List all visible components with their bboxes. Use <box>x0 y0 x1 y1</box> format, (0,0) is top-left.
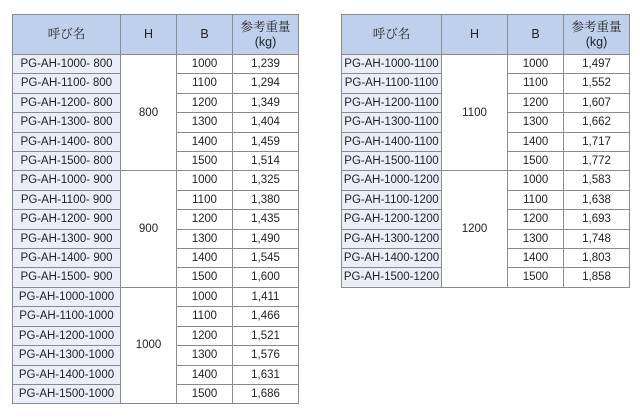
width-cell: 1000 <box>177 171 233 190</box>
width-cell: 1000 <box>177 287 233 306</box>
model-code-cell: PG-AH-1400- 800 <box>13 132 121 151</box>
model-code-cell: PG-AH-1400-1100 <box>342 132 442 151</box>
table-body <box>13 55 299 404</box>
model-code-cell: PG-AH-1100- 900 <box>13 190 121 209</box>
model-code-cell: PG-AH-1500-1100 <box>342 152 442 171</box>
width-cell: 1300 <box>508 113 564 132</box>
header-b: B <box>177 15 233 55</box>
header-weight-label: 参考重量 <box>240 19 291 34</box>
table-row <box>13 55 299 74</box>
weight-cell: 1,638 <box>564 190 630 209</box>
model-code-cell: PG-AH-1000- 800 <box>13 55 121 74</box>
header-weight <box>564 15 630 55</box>
weight-cell: 1,600 <box>233 268 299 287</box>
width-cell: 1000 <box>177 55 233 74</box>
width-cell: 1500 <box>508 268 564 287</box>
model-code-cell: PG-AH-1300-1100 <box>342 113 442 132</box>
weight-cell: 1,497 <box>564 55 630 74</box>
weight-cell: 1,325 <box>233 171 299 190</box>
model-code-cell: PG-AH-1100-1200 <box>342 190 442 209</box>
model-code-cell: PG-AH-1200-1200 <box>342 210 442 229</box>
weight-cell: 1,686 <box>233 384 299 403</box>
model-code-cell: PG-AH-1300- 800 <box>13 113 121 132</box>
model-code-cell: PG-AH-1000-1100 <box>342 55 442 74</box>
width-cell: 1200 <box>177 210 233 229</box>
width-cell: 1400 <box>177 132 233 151</box>
header-name: 呼び名 <box>13 15 121 55</box>
header-weight-label: 参考重量 <box>571 19 622 34</box>
weight-cell: 1,772 <box>564 152 630 171</box>
header-weight <box>233 15 299 55</box>
width-cell: 1400 <box>508 249 564 268</box>
height-cell: 1100 <box>442 55 508 171</box>
weight-cell: 1,521 <box>233 326 299 345</box>
height-cell: 1000 <box>121 287 177 403</box>
width-cell: 1500 <box>508 152 564 171</box>
weight-cell: 1,239 <box>233 55 299 74</box>
weight-cell: 1,583 <box>564 171 630 190</box>
width-cell: 1300 <box>177 113 233 132</box>
width-cell: 1500 <box>177 384 233 403</box>
weight-cell: 1,693 <box>564 210 630 229</box>
weight-cell: 1,459 <box>233 132 299 151</box>
width-cell: 1500 <box>177 152 233 171</box>
header-row <box>13 15 299 55</box>
model-code-cell: PG-AH-1400-1000 <box>13 365 121 384</box>
header-weight-unit: (kg) <box>585 34 608 49</box>
spec-table-left <box>12 14 299 404</box>
header-b: B <box>508 15 564 55</box>
header-row <box>342 15 630 55</box>
width-cell: 1500 <box>177 268 233 287</box>
model-code-cell: PG-AH-1200- 900 <box>13 210 121 229</box>
header-h: H <box>442 15 508 55</box>
weight-cell: 1,607 <box>564 93 630 112</box>
weight-cell: 1,545 <box>233 249 299 268</box>
weight-cell: 1,717 <box>564 132 630 151</box>
width-cell: 1200 <box>508 93 564 112</box>
weight-cell: 1,404 <box>233 113 299 132</box>
weight-cell: 1,552 <box>564 74 630 93</box>
model-code-cell: PG-AH-1000-1000 <box>13 287 121 306</box>
model-code-cell: PG-AH-1300-1000 <box>13 346 121 365</box>
table-row <box>13 287 299 306</box>
width-cell: 1100 <box>177 190 233 209</box>
table-row <box>342 55 630 74</box>
weight-cell: 1,411 <box>233 287 299 306</box>
header-weight-unit: (kg) <box>254 34 277 49</box>
table-body <box>342 55 630 288</box>
width-cell: 1300 <box>177 346 233 365</box>
model-code-cell: PG-AH-1400- 900 <box>13 249 121 268</box>
weight-cell: 1,576 <box>233 346 299 365</box>
width-cell: 1300 <box>177 229 233 248</box>
weight-cell: 1,466 <box>233 307 299 326</box>
model-code-cell: PG-AH-1400-1200 <box>342 249 442 268</box>
width-cell: 1400 <box>508 132 564 151</box>
weight-cell: 1,748 <box>564 229 630 248</box>
weight-cell: 1,435 <box>233 210 299 229</box>
model-code-cell: PG-AH-1200- 800 <box>13 93 121 112</box>
width-cell: 1200 <box>508 210 564 229</box>
header-h: H <box>121 15 177 55</box>
height-cell: 900 <box>121 171 177 287</box>
table-row <box>342 171 630 190</box>
width-cell: 1400 <box>177 249 233 268</box>
spec-table-right <box>341 14 630 288</box>
width-cell: 1400 <box>177 365 233 384</box>
model-code-cell: PG-AH-1000- 900 <box>13 171 121 190</box>
height-cell: 1200 <box>442 171 508 287</box>
model-code-cell: PG-AH-1100-1000 <box>13 307 121 326</box>
model-code-cell: PG-AH-1200-1000 <box>13 326 121 345</box>
weight-cell: 1,380 <box>233 190 299 209</box>
weight-cell: 1,514 <box>233 152 299 171</box>
model-code-cell: PG-AH-1300-1200 <box>342 229 442 248</box>
model-code-cell: PG-AH-1000-1200 <box>342 171 442 190</box>
width-cell: 1000 <box>508 55 564 74</box>
width-cell: 1100 <box>177 74 233 93</box>
model-code-cell: PG-AH-1200-1100 <box>342 93 442 112</box>
weight-cell: 1,803 <box>564 249 630 268</box>
model-code-cell: PG-AH-1500- 900 <box>13 268 121 287</box>
width-cell: 1300 <box>508 229 564 248</box>
model-code-cell: PG-AH-1500-1200 <box>342 268 442 287</box>
model-code-cell: PG-AH-1500-1000 <box>13 384 121 403</box>
header-name: 呼び名 <box>342 15 442 55</box>
model-code-cell: PG-AH-1100- 800 <box>13 74 121 93</box>
width-cell: 1000 <box>508 171 564 190</box>
weight-cell: 1,662 <box>564 113 630 132</box>
width-cell: 1100 <box>508 74 564 93</box>
model-code-cell: PG-AH-1100-1100 <box>342 74 442 93</box>
height-cell: 800 <box>121 55 177 171</box>
weight-cell: 1,631 <box>233 365 299 384</box>
width-cell: 1100 <box>508 190 564 209</box>
width-cell: 1200 <box>177 93 233 112</box>
table-row <box>13 171 299 190</box>
weight-cell: 1,349 <box>233 93 299 112</box>
weight-cell: 1,858 <box>564 268 630 287</box>
model-code-cell: PG-AH-1500- 800 <box>13 152 121 171</box>
width-cell: 1100 <box>177 307 233 326</box>
model-code-cell: PG-AH-1300- 900 <box>13 229 121 248</box>
weight-cell: 1,490 <box>233 229 299 248</box>
weight-cell: 1,294 <box>233 74 299 93</box>
width-cell: 1200 <box>177 326 233 345</box>
